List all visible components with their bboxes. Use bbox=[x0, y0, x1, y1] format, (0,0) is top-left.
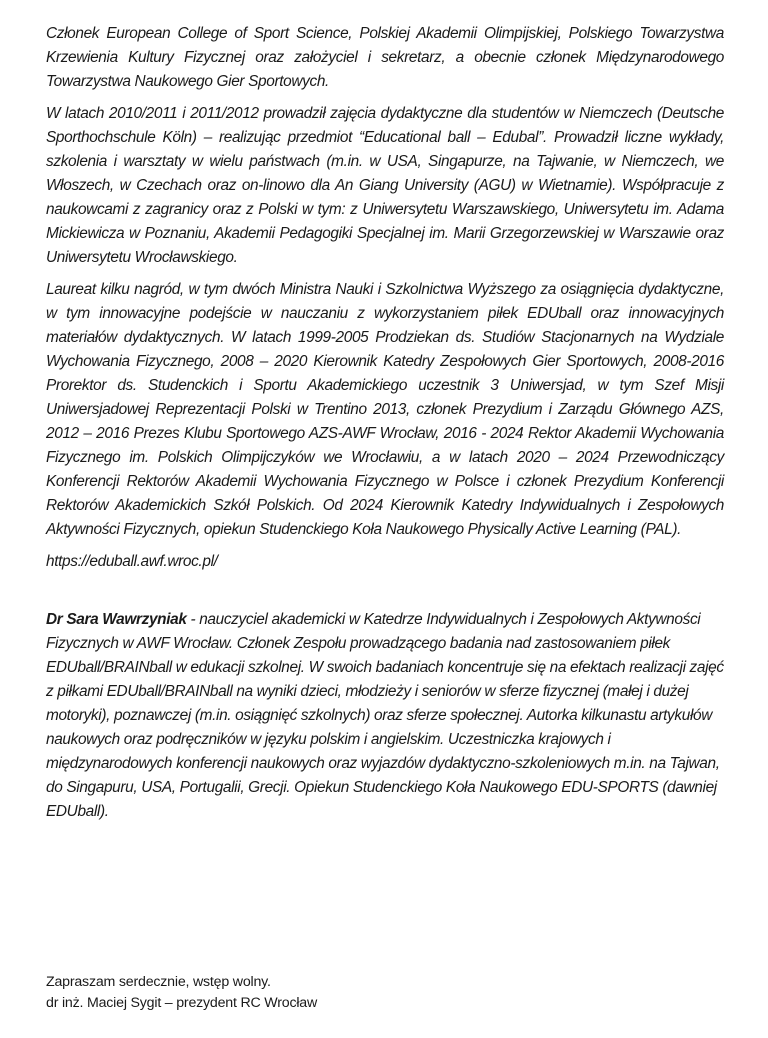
eduball-url-link[interactable]: https://eduball.awf.wroc.pl/ bbox=[46, 553, 218, 570]
paragraph-sara-bio bbox=[46, 608, 724, 824]
sara-name: Dr Sara Wawrzyniak bbox=[46, 611, 187, 628]
document-page bbox=[46, 22, 724, 824]
invitation-text: Zapraszam serdecznie, wstęp wolny. bbox=[46, 974, 271, 990]
paragraph-membership: Członek European College of Sport Science, Polskiej Akademii Olimpijskiej, Polskiego Towarzystwa Krzewienia Kultury Fizycznej oraz założyciel i sekretarz, a obecnie członek Międzynarodowego Towarzystwa Naukowego Gier Sportowych. bbox=[46, 25, 724, 90]
paragraph-awards: Laureat kilku nagród, w tym dwóch Ministra Nauki i Szkolnictwa Wyższego za osiągnięcia dydaktyczne, w tym innowacyjne podejście w nauczaniu z wykorzystaniem piłek EDUball oraz innowacyjnych materiałów dydaktycznych. W latach 1999-2005 Prodziekan ds. Studiów Stacjonarnych na Wydziale Wychowania Fizycznego, 2008 – 2020 Kierownik Katedry Zespołowych Gier Sportowych, 2008-2016 Prorektor ds. Studenckich i Sportu Akademickiego uczestnik 3 Uniwersjad, w tym Szef Misji Uniwersjadowej Reprezentacji Polski w Trentino 2013, członek Prezydium i Zarządu Głównego AZS, 2012 – 2016 Prezes Klubu Sportowego AZS-AWF Wrocław, 2016 - 2024 Rektor Akademii Wychowania Fizycznego im. Polskich Olimpijczyków we Wrocławiu, a w latach 2020 – 2024 Przewodniczący Konferencji Rektorów Akademii Wychowania Fizycznego w Polsce i członek Prezydium Konferencji Rektorów Akademickich Szkół Polskich. Od 2024 Kierownik Katedry Indywidualnych i Zespołowych Aktywności Fizycznych, opiekun Studenckiego Koła Naukowego Physically Active Learning (PAL). bbox=[46, 281, 724, 538]
signature-text: dr inż. Maciej Sygit – prezydent RC Wrocław bbox=[46, 995, 318, 1011]
sara-bio-text: - nauczyciel akademicki w Katedrze Indywidualnych i Zespołowych Aktywności Fizycznych w AWF Wrocław. Członek Zespołu prowadzącego badania nad zastosowaniem piłek EDUball/BRAINball w edukacji szkolnej. W swoich badaniach koncentruje się na efektach realizacji zajęć z piłkami EDUball/BRAINball na wyniki dzieci, młodzieży i seniorów w sferze fizycznej (małej i dużej motoryki), poznawczej (m.in. osiągnięć szkolnych) oraz sferze społecznej. Autorka kilkunastu artykułów naukowych oraz podręczników w języku polskim i angielskim. Uczestniczka krajowych i międzynarodowych konferencji naukowych oraz wyjazdów dydaktyczno-szkoleniowych m.in. na Tajwan, do Singapuru, USA, Portugalii, Grecji. Opiekun Studenckiego Koła Naukowego EDU-SPORTS (dawniej EDUball). bbox=[46, 611, 724, 820]
closing-section bbox=[46, 972, 317, 1014]
paragraph-teaching: W latach 2010/2011 i 2011/2012 prowadził zajęcia dydaktyczne dla studentów w Niemczech (Deutsche Sporthochschule Köln) – realizując przedmiot “Educational ball – Edubal”. Prowadził liczne wykłady, szkolenia i warsztaty w wielu państwach (m.in. w USA, Singapurze, na Tajwanie, w Niemczech, we Włoszech, w Czechach oraz on-linowo dla An Giang University (AGU) w Wietnamie). Współpracuje z naukowcami z zagranicy oraz z Polski w tym: z Uniwersytetu Warszawskiego, Uniwersytetu im. Adama Mickiewicza w Poznaniu, Akademii Pedagogiki Specjalnej im. Marii Grzegorzewskiej w Warszawie oraz Uniwersytetu Wrocławskiego. bbox=[46, 105, 724, 266]
